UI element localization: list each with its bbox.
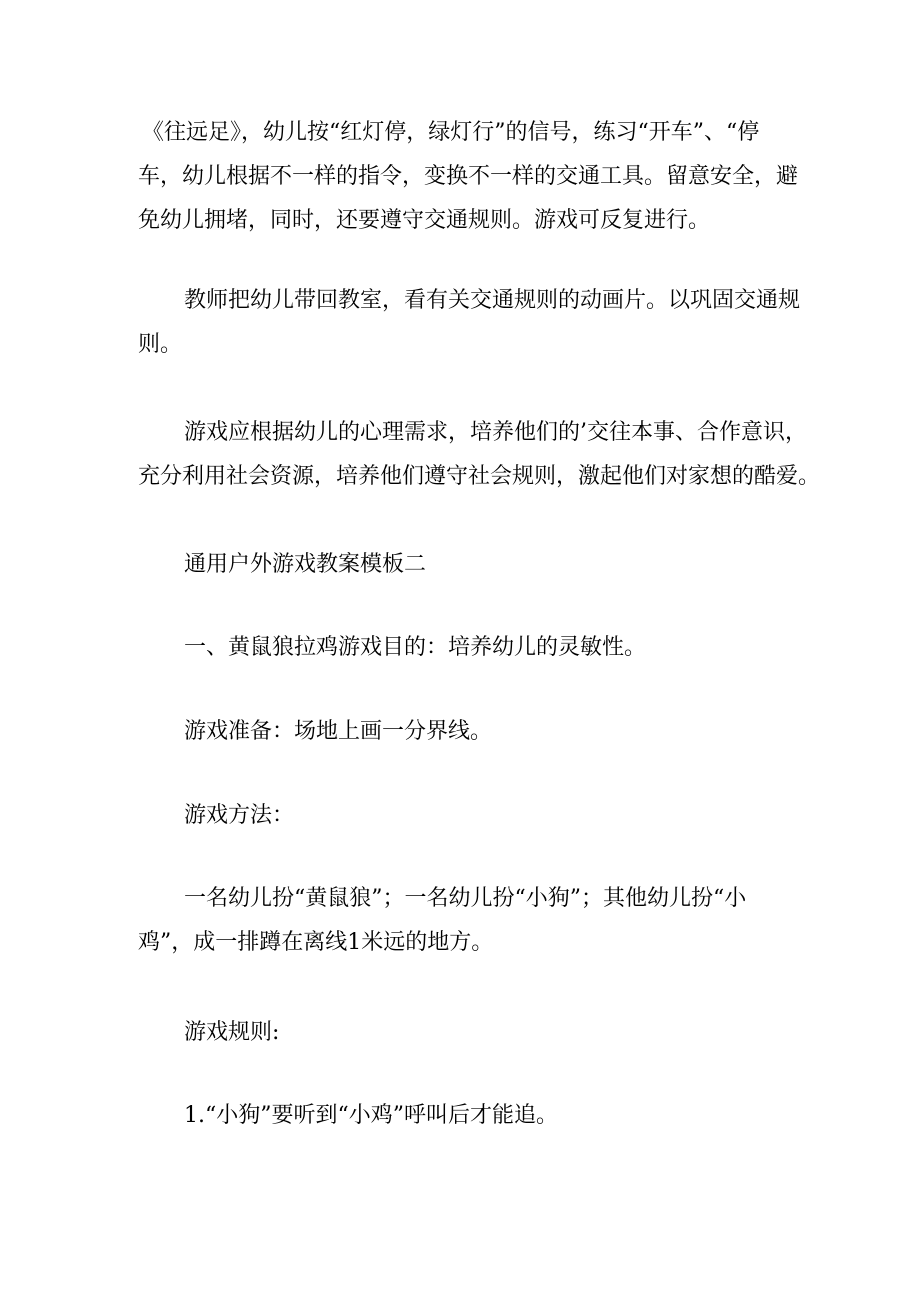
- paragraph-game-method-heading: [138, 794, 798, 838]
- text-line: 游戏规则:: [184, 1020, 280, 1045]
- text-line: 游戏应根据幼儿的心理需求，培养他们的’交往本事、合作意识，: [184, 420, 807, 445]
- text-line: 鸡”，成一排蹲在离线1米远的地方。: [138, 930, 494, 955]
- paragraph-traffic-game: [138, 111, 798, 243]
- paragraph-back-to-classroom: [138, 279, 801, 367]
- text-line: 1.“小狗”要听到“小鸡”呼叫后才能追。: [184, 1103, 558, 1128]
- paragraph-game-preparation: [138, 710, 798, 754]
- text-line: 免幼儿拥堵，同时，还要遵守交通规则。游戏可反复进行。: [138, 208, 711, 233]
- paragraph-game-rules-heading: [138, 1011, 798, 1055]
- text-line: 一名幼儿扮“黄鼠狼”；一名幼儿扮“小狗”；其他幼儿扮“小: [184, 886, 747, 911]
- text-line: 则。: [138, 332, 183, 357]
- paragraph-game-rule-1: [138, 1094, 798, 1138]
- text-line: 教师把幼儿带回教室，看有关交通规则的动画片。以巩固交通规: [184, 288, 801, 313]
- text-line: 《往远足》，幼儿按“红灯停，绿灯行”的信号，练习“开车”、“停: [142, 120, 760, 145]
- text-line: 充分利用社会资源，培养他们遵守社会规则，激起他们对家想的酷爱。: [138, 464, 821, 489]
- text-line: 一、黄鼠狼拉鸡游戏目的：培养幼儿的灵敏性。: [184, 635, 647, 660]
- paragraph-game-goal: [138, 626, 798, 670]
- section-heading-template-two: [138, 543, 798, 587]
- paragraph-game-method: [138, 877, 798, 965]
- text-line: 车，幼儿根据不一样的指令，变换不一样的交通工具。留意安全，避: [138, 164, 799, 189]
- paragraph-game-summary: [138, 411, 821, 499]
- text-line: 游戏方法：: [184, 803, 295, 828]
- text-line: 游戏准备：场地上画一分界线。: [184, 719, 493, 744]
- text-line: 通用户外游戏教案模板二: [184, 552, 427, 577]
